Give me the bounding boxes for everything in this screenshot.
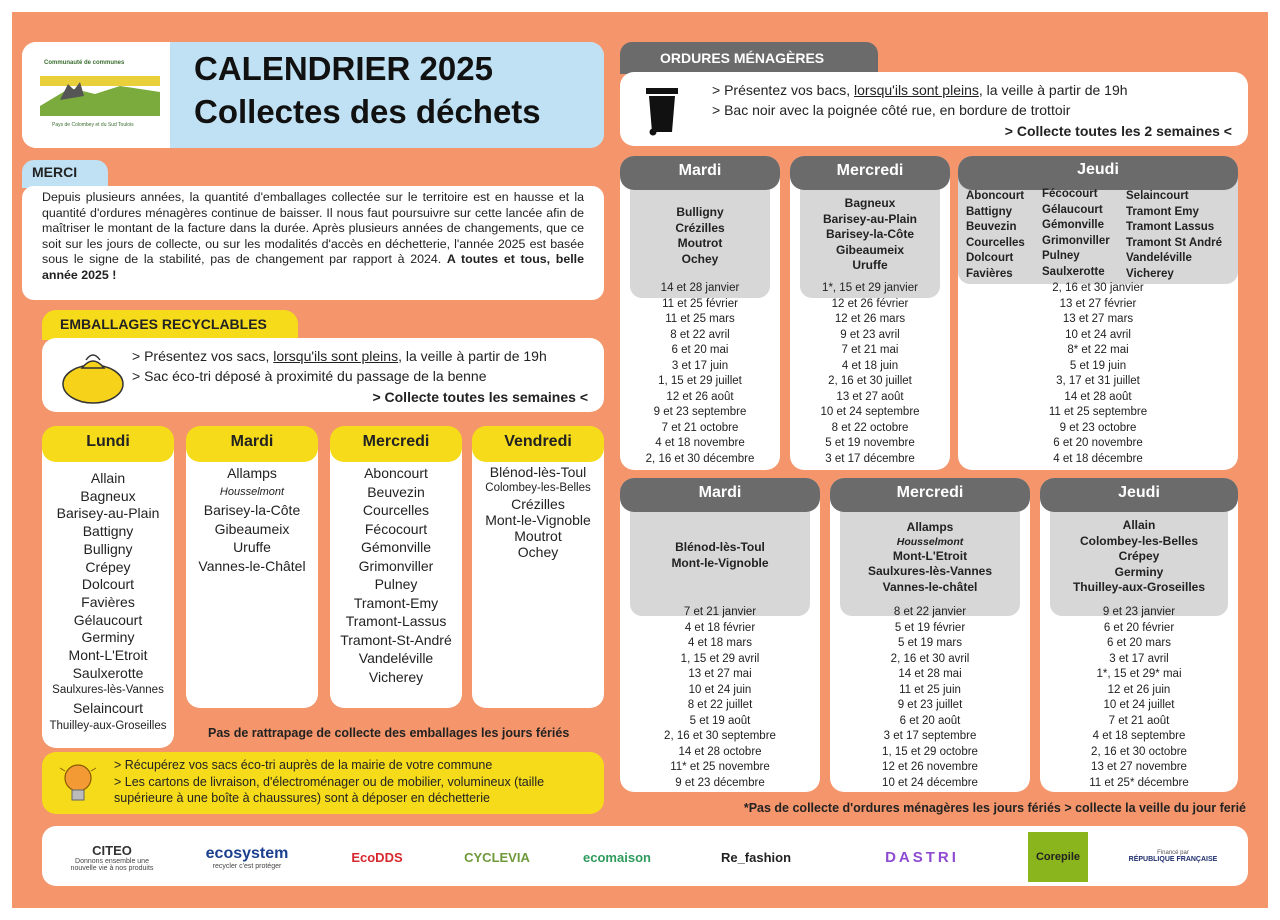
- town-name: Vannes-le-Châtel: [198, 557, 306, 574]
- om-date: 6 et 20 mai: [671, 344, 729, 356]
- om-town: Saulxures-lès-Vannes: [867, 564, 993, 579]
- om-town-list: [830, 520, 1030, 595]
- om-date: 13 et 27 août: [836, 390, 904, 403]
- om-date: 2, 16 et 30 juillet: [828, 375, 912, 387]
- ordures-line1: [712, 82, 1128, 98]
- om-date: 3 et 17 décembre: [825, 452, 915, 465]
- town-name: Ochey: [517, 544, 559, 560]
- emballages-line1-underline: lorsqu'ils sont pleins: [273, 348, 399, 364]
- landscape-icon: [40, 66, 160, 116]
- town-name: Crépey: [85, 558, 131, 575]
- ordures-line1-post: , la veille à partir de 19h: [978, 82, 1128, 98]
- om-date: 2, 16 et 30 janvier: [1052, 282, 1144, 294]
- om-date: 6 et 20 mars: [1107, 637, 1171, 649]
- om-date: 1*, 15 et 29 janvier: [822, 282, 918, 294]
- partner-sub: Financé par: [1157, 850, 1189, 856]
- om-town-column: [1042, 187, 1110, 280]
- partner-logo: [182, 832, 312, 882]
- om-date: 8* et 22 mai: [1067, 344, 1129, 356]
- om-date: 7 et 21 janvier: [683, 606, 757, 618]
- om-date: 11* et 25 novembre: [670, 761, 770, 773]
- om-date: 5 et 19 février: [894, 621, 966, 634]
- partner-logo: [1128, 832, 1218, 882]
- om-town: Moutrot: [677, 236, 723, 251]
- partner-name: CYCLEVIA: [464, 849, 530, 865]
- town-name: Saulxerotte: [72, 664, 144, 681]
- om-date: 11 et 25 mars: [665, 313, 735, 325]
- om-date: 10 et 24 septembre: [820, 406, 920, 418]
- ordures-line2: > Bac noir avec la poignée côté rue, en bordure de trottoir: [712, 102, 1071, 118]
- om-town-list: [790, 196, 950, 274]
- om-town: Battigny: [966, 205, 1012, 218]
- town-name: Vicherey: [368, 668, 424, 685]
- town-name: Favières: [81, 593, 135, 610]
- logo-text-top: Communauté de communes: [44, 60, 125, 66]
- partner-name: EcoDDS: [351, 849, 403, 865]
- om-date: 8 et 22 avril: [670, 328, 730, 341]
- om-town: Germiny: [1114, 564, 1164, 579]
- om-date: 3 et 17 septembre: [883, 730, 977, 742]
- om-town: Pulney: [1042, 250, 1080, 262]
- om-town: Tramont St André: [1126, 236, 1223, 249]
- town-name: Bagneux: [80, 487, 136, 504]
- town-name: Pulney: [374, 576, 418, 592]
- page-title: CALENDRIER 2025: [194, 50, 493, 87]
- town-name: Thuilley-aux-Groseilles: [49, 719, 167, 732]
- town-name: Housselmont: [219, 485, 285, 498]
- merci-label: MERCI: [32, 164, 78, 180]
- om-date: 10 et 24 juillet: [1103, 699, 1175, 711]
- om-date: 9 et 23 juillet: [897, 699, 963, 711]
- om-date: 6 et 20 février: [1103, 621, 1175, 634]
- town-name: Grimonviller: [358, 557, 434, 574]
- om-date: 4 et 18 juin: [841, 359, 899, 372]
- om-date-list: [620, 605, 820, 791]
- logo: [22, 42, 170, 148]
- om-town: Favières: [966, 267, 1013, 280]
- om-date-list: [958, 281, 1238, 467]
- emballages-town-list: [330, 464, 462, 686]
- om-date: 3 et 17 juin: [671, 359, 729, 372]
- om-date: 4 et 18 février: [684, 621, 756, 634]
- emballages-day-label: Mercredi: [362, 433, 430, 450]
- emballages-town-list: [472, 464, 604, 560]
- om-date: 14 et 28 mai: [898, 668, 962, 680]
- town-name: Tramont-Emy: [353, 594, 439, 611]
- om-town: Barisey-la-Côte: [825, 227, 915, 242]
- om-town: Selaincourt: [1126, 190, 1189, 202]
- emballages-line1-pre: > Présentez vos sacs,: [132, 348, 274, 364]
- om-date: 8 et 22 octobre: [831, 421, 909, 434]
- om-date: 12 et 26 août: [666, 390, 734, 403]
- om-date: 2, 16 et 30 décembre: [645, 452, 755, 465]
- om-date: 7 et 21 octobre: [661, 421, 739, 434]
- om-town: Vandeléville: [1126, 252, 1192, 264]
- town-name: Blénod-lès-Toul: [489, 464, 587, 480]
- om-date: 9 et 23 avril: [840, 328, 900, 341]
- town-name: Uruffe: [233, 539, 271, 555]
- om-town: Saulxerotte: [1042, 265, 1105, 278]
- emballages-town-list: [186, 464, 318, 575]
- om-date: 1, 15 et 29 octobre: [882, 745, 978, 758]
- om-town: Vicherey: [1126, 267, 1174, 280]
- om-date: 5 et 19 août: [689, 714, 751, 727]
- ordures-line1-underline: lorsqu'ils sont pleins: [854, 82, 979, 98]
- partner-name: ecosystem: [205, 844, 289, 862]
- om-day-label: Mardi: [698, 484, 742, 501]
- om-town: Crépey: [1118, 549, 1160, 564]
- om-date: 7 et 21 mai: [841, 344, 899, 356]
- partner-name: ecomaison: [583, 849, 651, 865]
- emballages-day-label: Mardi: [230, 433, 274, 450]
- om-date: 2, 16 et 30 septembre: [664, 730, 776, 742]
- town-name: Saulxures-lès-Vannes: [52, 684, 164, 697]
- om-date: 13 et 27 mai: [688, 668, 752, 680]
- town-name: Dolcourt: [81, 576, 135, 593]
- om-date: 9 et 23 janvier: [1102, 606, 1176, 618]
- emballages-card: [42, 338, 604, 412]
- om-town: Mont-le-Vignoble: [671, 555, 769, 570]
- om-date: 11 et 25* décembre: [1089, 776, 1189, 789]
- om-date: 12 et 26 juin: [1107, 683, 1171, 696]
- om-day-label: Jeudi: [1118, 484, 1160, 501]
- om-date-list: [830, 605, 1030, 791]
- om-date: 13 et 27 novembre: [1091, 761, 1187, 773]
- om-date: 9 et 23 décembre: [675, 776, 765, 789]
- om-town: Ochey: [681, 251, 719, 266]
- merci-text: [42, 190, 584, 283]
- ordures-footnote: *Pas de collecte d'ordures ménagères les jours fériés > collecte la veille du jour ferié: [743, 801, 1246, 815]
- ordures-line1-pre: > Présentez vos bacs,: [712, 82, 855, 98]
- header-card: [22, 42, 604, 148]
- om-date: 1, 15 et 29 juillet: [658, 375, 742, 387]
- partner-sub: recycler c'est protéger: [212, 862, 282, 870]
- om-date: 11 et 25 juin: [899, 683, 961, 696]
- tip-line2: > Les cartons de livraison, d'électroménager ou de mobilier, volumineux (taille supérieure à une boîte à chaussures) sont à déposer en déchetterie: [114, 775, 545, 805]
- title-block: [170, 42, 604, 148]
- partner-name: DASTRI: [885, 848, 959, 866]
- om-date: 8 et 22 janvier: [893, 606, 967, 618]
- logo-text-bottom: Pays de Colombey et du Sud Toulois: [52, 122, 134, 128]
- om-town-column: [966, 189, 1025, 282]
- town-name: Allamps: [227, 465, 277, 481]
- town-name: Vandeléville: [358, 650, 434, 666]
- om-town-column: [1126, 189, 1222, 282]
- emballages-town-list: [42, 470, 174, 736]
- town-name: Moutrot: [514, 528, 562, 544]
- om-town: Housselmont: [896, 535, 964, 548]
- town-name: Gibeaumeix: [214, 520, 290, 537]
- partner-logo: [62, 832, 162, 882]
- om-day-label: Mercredi: [896, 484, 964, 501]
- emballages-day-label: Lundi: [86, 433, 130, 450]
- om-town: Blénod-lès-Toul: [675, 540, 765, 554]
- om-date: 12 et 26 mars: [834, 313, 906, 325]
- om-date: 7 et 21 août: [1108, 714, 1170, 727]
- om-date: 10 et 24 avril: [1065, 328, 1131, 341]
- partner-sub: Donnons ensemble une nouvelle vie à nos produits: [70, 857, 154, 872]
- om-date: 4 et 18 décembre: [1053, 452, 1143, 465]
- om-date: 4 et 18 mars: [688, 637, 752, 649]
- om-day-label: Mardi: [678, 162, 722, 179]
- emballages-note: Pas de rattrapage de collecte des emballages les jours fériés: [208, 726, 570, 740]
- town-name: Gélaucourt: [73, 611, 143, 628]
- om-date: 5 et 19 novembre: [825, 437, 915, 449]
- om-town: Uruffe: [852, 258, 888, 273]
- emballages-line1-post: , la veille à partir de 19h: [398, 348, 547, 364]
- om-date: 13 et 27 mars: [1062, 313, 1134, 325]
- om-date-list: [620, 281, 780, 467]
- town-name: Mont-L'Etroit: [68, 647, 148, 664]
- om-date: 9 et 23 octobre: [1059, 421, 1137, 434]
- emballages-label: EMBALLAGES RECYCLABLES: [60, 316, 267, 332]
- om-date: 10 et 24 juin: [688, 683, 752, 696]
- town-name: Barisey-la-Côte: [203, 502, 301, 518]
- town-name: Battigny: [82, 523, 134, 540]
- town-name: Gémonville: [360, 539, 432, 555]
- emballages-day-label: Vendredi: [504, 433, 572, 450]
- om-date: 8 et 22 juillet: [687, 699, 753, 711]
- om-date: 1*, 15 et 29* mai: [1096, 668, 1182, 680]
- om-town: Mont-L'Etroit: [892, 548, 968, 563]
- om-date: 9 et 23 septembre: [653, 406, 747, 418]
- town-name: Aboncourt: [364, 465, 428, 481]
- merci-bold: A toutes et tous, belle année 2025 !: [42, 252, 584, 282]
- om-date: 12 et 26 novembre: [882, 761, 978, 773]
- partner-logo: [452, 832, 542, 882]
- om-town: Fécocourt: [1042, 188, 1098, 200]
- om-town: Gélaucourt: [1042, 203, 1103, 216]
- om-town: Gibeaumeix: [835, 242, 905, 257]
- om-date: 4 et 18 novembre: [655, 437, 745, 449]
- om-date: 10 et 24 décembre: [882, 776, 978, 789]
- om-town-list: [620, 540, 820, 571]
- town-name: Allain: [90, 470, 126, 486]
- page-subtitle: Collectes des déchets: [194, 93, 541, 130]
- om-town: Barisey-au-Plain: [822, 211, 918, 226]
- om-date: 5 et 19 mars: [898, 637, 962, 649]
- om-town: Allain: [1122, 518, 1156, 532]
- town-name: Mont-le-Vignoble: [485, 512, 591, 528]
- om-town: Crézilles: [675, 220, 725, 235]
- om-town: Aboncourt: [966, 190, 1025, 202]
- town-name: Germiny: [81, 629, 135, 646]
- om-town: Colombey-les-Belles: [1079, 533, 1199, 548]
- partner-name: RÉPUBLIQUE FRANÇAISE: [1128, 856, 1218, 863]
- emballages-line1: [132, 348, 547, 364]
- town-name: Colombey-les-Belles: [485, 482, 591, 494]
- om-date: 4 et 18 septembre: [1092, 730, 1186, 742]
- partner-name: Re_fashion: [720, 849, 792, 865]
- om-day-label: Mercredi: [836, 162, 904, 179]
- om-town: Dolcourt: [966, 252, 1014, 264]
- om-town: Allamps: [906, 520, 954, 534]
- ordures-label: ORDURES MÉNAGÈRES: [660, 50, 825, 66]
- emballages-line3: > Collecte toutes les semaines <: [372, 389, 588, 405]
- om-town: Bulligny: [676, 205, 724, 219]
- om-date: 14 et 28 août: [1064, 390, 1132, 403]
- om-day-label: Jeudi: [1077, 161, 1119, 178]
- ordures-card: [620, 72, 1248, 146]
- om-town: Thuilley-aux-Groseilles: [1072, 580, 1206, 595]
- om-date-list: [1040, 605, 1238, 791]
- merci-body: Depuis plusieurs années, la quantité d'emballages collectée sur le territoire est en hausse et la quantité d'ordures ménagères continue de baisser. Il nous faut poursuivre sur cette lancée afin de maîtriser le montant de la facture dans la durée. Après plusieurs années de changements, que ce soit sur les jours de collecte, ou sur les modalités d'accès en déchetterie, l'année 2025 est basée sous le signe de la stabilité, pas de changement par rapport à 2024.: [42, 190, 584, 266]
- om-date: 6 et 20 août: [899, 714, 961, 727]
- merci-card: [22, 186, 604, 300]
- tips-card: [42, 752, 604, 814]
- om-town-list: [620, 205, 780, 267]
- town-name: Selaincourt: [72, 700, 144, 717]
- tip-line1: > Récupérez vos sacs éco-tri auprès de la mairie de votre commune: [114, 758, 493, 772]
- ordures-line3: > Collecte toutes les 2 semaines <: [1004, 123, 1232, 139]
- om-town: Tramont Lassus: [1126, 221, 1215, 233]
- calendar-poster: [12, 12, 1268, 908]
- town-name: Crézilles: [511, 496, 565, 512]
- town-name: Bulligny: [83, 540, 133, 557]
- om-date: 2, 16 et 30 octobre: [1091, 745, 1187, 758]
- om-date: 12 et 26 février: [831, 297, 909, 310]
- om-town: Vannes-le-châtel: [882, 579, 978, 594]
- town-name: Fécocourt: [364, 520, 428, 537]
- om-date: 1, 15 et 29 avril: [680, 652, 760, 665]
- town-name: Tramont-Lassus: [345, 613, 447, 629]
- om-date: 2, 16 et 30 avril: [890, 652, 970, 665]
- town-name: Barisey-au-Plain: [56, 505, 160, 522]
- trash-bin-icon: [642, 80, 682, 136]
- om-town: Tramont Emy: [1126, 205, 1199, 218]
- om-town: Grimonviller: [1042, 234, 1110, 247]
- om-town: Beuvezin: [966, 221, 1017, 233]
- om-date: 13 et 27 février: [1059, 297, 1137, 310]
- town-name: Tramont-St-André: [340, 631, 452, 648]
- partner-logo: [686, 832, 826, 882]
- om-date: 5 et 19 juin: [1069, 359, 1127, 372]
- om-date: 6 et 20 novembre: [1053, 437, 1143, 449]
- partner-name: Corepile: [1035, 851, 1080, 863]
- partner-logo: [1028, 832, 1088, 882]
- om-town-list: [1040, 518, 1238, 596]
- partner-logo: [332, 832, 422, 882]
- emballages-line2: > Sac éco-tri déposé à proximité du passage de la benne: [132, 368, 487, 384]
- om-date: 14 et 28 janvier: [660, 282, 740, 294]
- om-town: Gémonville: [1042, 219, 1104, 231]
- partner-logo: [572, 832, 662, 882]
- om-date: 11 et 25 février: [662, 297, 738, 310]
- town-name: Courcelles: [362, 502, 430, 518]
- town-name: Beuvezin: [367, 483, 425, 500]
- om-date: 3, 17 et 31 juillet: [1056, 375, 1140, 387]
- om-town: Courcelles: [966, 236, 1025, 249]
- partner-logo: [872, 832, 972, 882]
- om-date-list: [790, 281, 950, 467]
- om-town: Bagneux: [844, 196, 896, 210]
- lightbulb-icon: [58, 758, 98, 808]
- partner-name: CITEO: [92, 842, 132, 858]
- om-date: 14 et 28 octobre: [678, 745, 762, 758]
- om-date: 3 et 17 avril: [1109, 652, 1169, 665]
- om-date: 11 et 25 septembre: [1048, 406, 1148, 418]
- recycling-bag-icon: [60, 346, 126, 404]
